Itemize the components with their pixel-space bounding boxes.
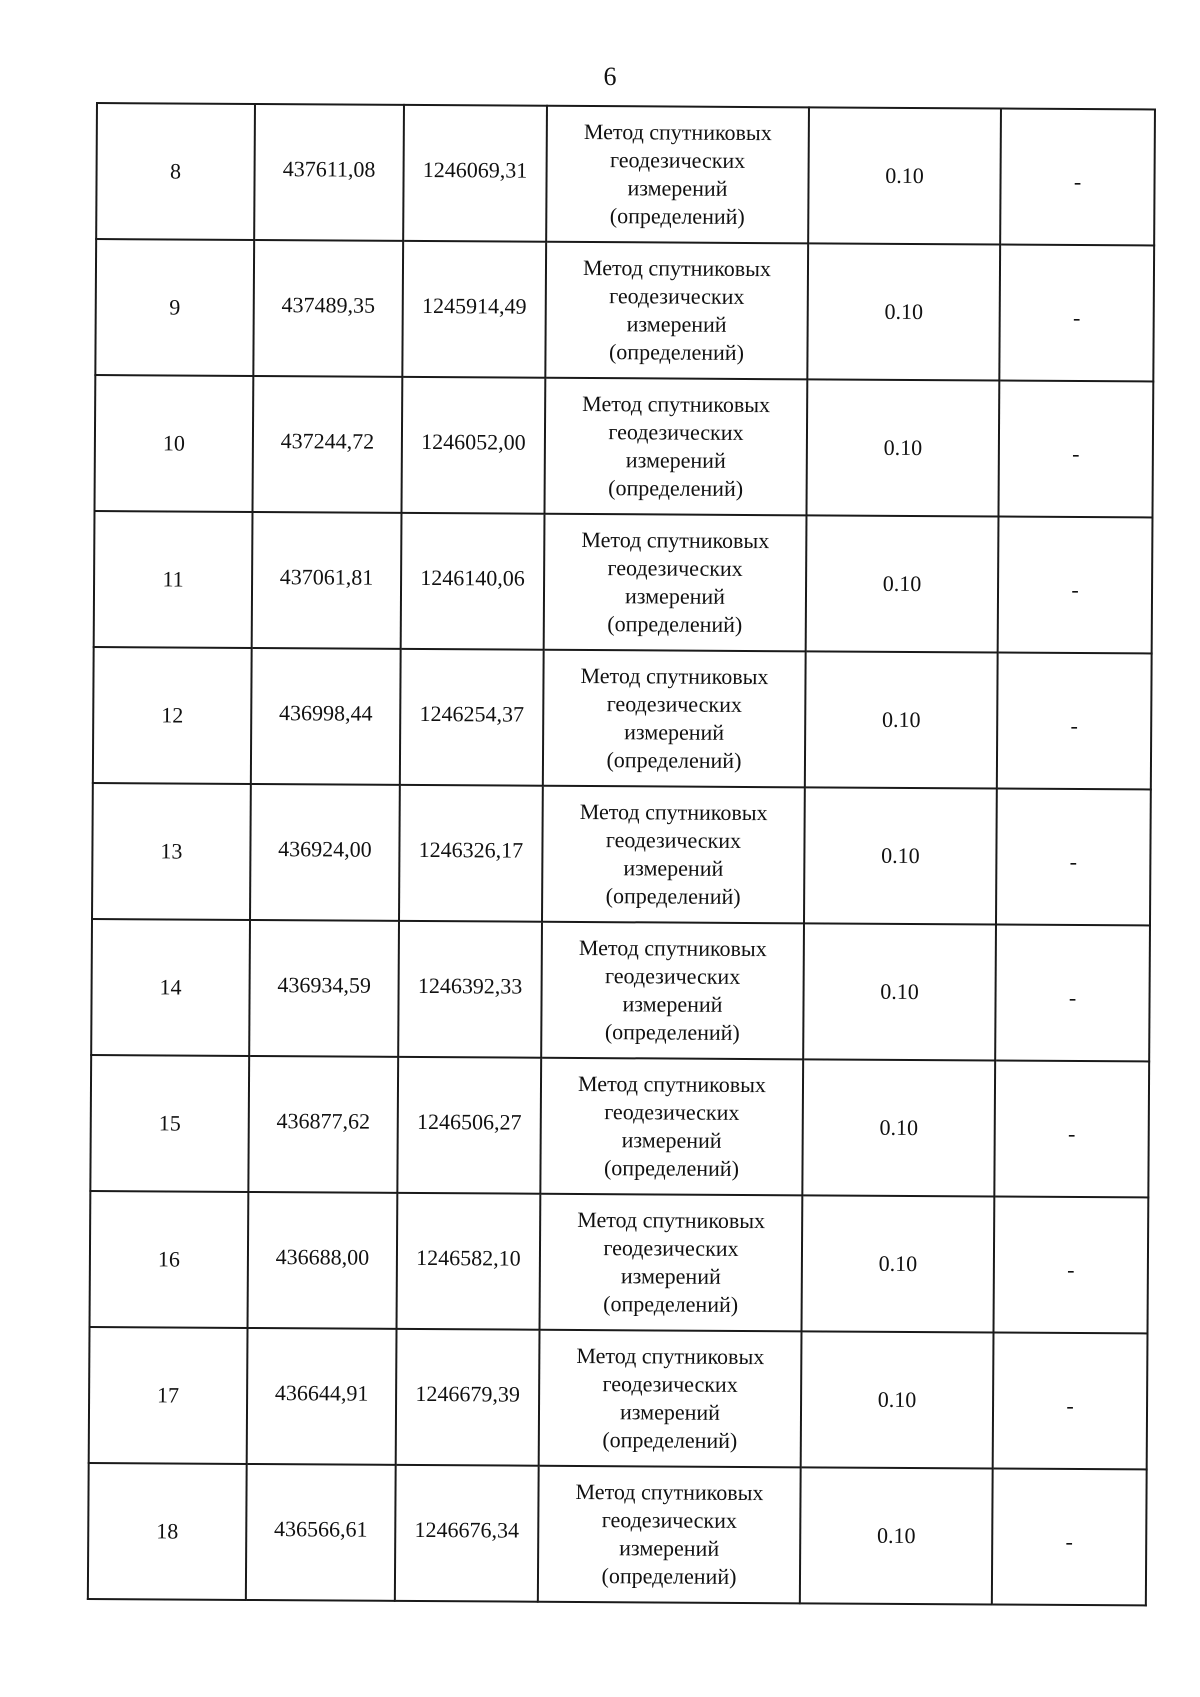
method-line: Метод спутниковых — [582, 390, 771, 418]
table-row — [92, 783, 1151, 925]
y-coordinate-cell: 1246069,31 — [403, 105, 547, 242]
table-row — [89, 1327, 1148, 1469]
method-line: (определений) — [609, 203, 745, 229]
method-line: (определений) — [607, 611, 743, 637]
method-cell — [543, 650, 806, 788]
accuracy-cell: 0.10 — [806, 515, 999, 652]
method-line: измерений — [627, 175, 728, 201]
note-cell: - — [996, 789, 1151, 926]
table-body — [88, 103, 1155, 1605]
accuracy-cell: 0.10 — [802, 1059, 995, 1196]
method-line: геодезических — [606, 691, 742, 717]
method-line: Метод спутниковых — [577, 1070, 767, 1098]
accuracy-cell: 0.10 — [800, 1467, 993, 1604]
y-coordinate-cell: 1246679,39 — [396, 1329, 540, 1466]
point-number-cell: 18 — [88, 1463, 247, 1600]
method-line: измерений — [626, 311, 727, 337]
method-cell — [542, 786, 805, 924]
table-row — [91, 919, 1150, 1061]
y-coordinate-cell: 1246392,33 — [398, 921, 542, 1058]
method-line: Метод спутниковых — [581, 526, 770, 554]
note-cell: - — [993, 1333, 1148, 1470]
y-coordinate-cell: 1246676,34 — [395, 1465, 539, 1602]
point-number-cell: 10 — [95, 375, 254, 512]
table-row — [90, 1191, 1149, 1333]
method-cell — [541, 922, 804, 1060]
method-line: (определений) — [603, 1291, 739, 1317]
method-cell — [546, 106, 809, 244]
method-line: Метод спутниковых — [575, 1478, 764, 1506]
x-coordinate-cell: 437061,81 — [252, 512, 402, 649]
method-line: измерений — [623, 855, 724, 881]
method-line: измерений — [619, 1535, 720, 1561]
method-line: измерений — [621, 1127, 722, 1153]
method-cell — [539, 1330, 802, 1468]
x-coordinate-cell: 437489,35 — [253, 240, 403, 377]
method-line: Метод спутниковых — [576, 1342, 765, 1370]
x-coordinate-cell: 436644,91 — [247, 1328, 397, 1465]
table-row — [95, 375, 1154, 517]
x-coordinate-cell: 437244,72 — [252, 376, 402, 513]
x-coordinate-cell: 436924,00 — [250, 784, 400, 921]
method-line: измерений — [622, 991, 723, 1017]
point-number-cell: 13 — [92, 783, 251, 920]
accuracy-cell: 0.10 — [801, 1331, 994, 1468]
point-number-cell: 11 — [94, 511, 253, 648]
x-coordinate-cell: 436877,62 — [248, 1056, 398, 1193]
y-coordinate-cell: 1246254,37 — [400, 649, 544, 786]
page-number: 6 — [603, 62, 617, 91]
note-cell: - — [998, 517, 1153, 654]
method-cell — [540, 1194, 803, 1332]
y-coordinate-cell: 1245914,49 — [402, 241, 546, 378]
method-line: Метод спутниковых — [580, 662, 769, 690]
method-line: измерений — [625, 447, 726, 473]
x-coordinate-cell: 436998,44 — [251, 648, 401, 785]
table-row — [94, 511, 1153, 653]
method-line: геодезических — [603, 1235, 739, 1261]
method-line: Метод спутниковых — [579, 798, 768, 826]
method-line: (определений) — [608, 339, 745, 365]
method-line: геодезических — [605, 963, 741, 989]
table-row — [90, 1055, 1149, 1197]
method-line: (определений) — [602, 1427, 738, 1453]
method-line: (определений) — [605, 883, 741, 909]
note-cell: - — [995, 925, 1150, 1062]
point-number-cell: 17 — [89, 1327, 248, 1464]
method-line: геодезических — [607, 555, 743, 581]
note-cell: - — [1000, 109, 1155, 246]
accuracy-cell: 0.10 — [808, 107, 1001, 244]
method-line: геодезических — [602, 1371, 738, 1397]
method-line: геодезических — [609, 283, 745, 309]
y-coordinate-cell: 1246506,27 — [397, 1057, 541, 1194]
table-row — [95, 239, 1154, 381]
method-line: измерений — [620, 1263, 721, 1289]
table-row — [93, 647, 1152, 789]
point-number-cell: 16 — [90, 1191, 249, 1328]
table-row — [88, 1463, 1147, 1605]
x-coordinate-cell: 436934,59 — [249, 920, 399, 1057]
method-line: (определений) — [604, 1019, 740, 1045]
method-line: (определений) — [608, 475, 744, 501]
point-number-cell: 8 — [96, 103, 255, 240]
accuracy-cell: 0.10 — [807, 243, 1000, 380]
method-line: геодезических — [601, 1507, 738, 1533]
note-cell: - — [994, 1061, 1149, 1198]
method-line: измерений — [619, 1399, 721, 1425]
method-line: Метод спутниковых — [583, 118, 772, 146]
point-number-cell: 14 — [91, 919, 250, 1056]
method-line: измерений — [624, 719, 725, 745]
method-cell — [538, 1466, 801, 1604]
accuracy-cell: 0.10 — [806, 379, 999, 516]
accuracy-cell: 0.10 — [804, 787, 997, 924]
accuracy-cell: 0.10 — [805, 651, 998, 788]
method-line: Метод спутниковых — [577, 1206, 766, 1234]
method-cell — [544, 378, 807, 516]
point-number-cell: 9 — [95, 239, 254, 376]
y-coordinate-cell: 1246326,17 — [399, 785, 543, 922]
method-cell — [545, 242, 808, 380]
x-coordinate-cell: 436688,00 — [248, 1192, 398, 1329]
y-coordinate-cell: 1246582,10 — [397, 1193, 541, 1330]
method-cell — [540, 1058, 803, 1196]
note-cell: - — [994, 1197, 1149, 1334]
accuracy-cell: 0.10 — [803, 923, 996, 1060]
accuracy-cell: 0.10 — [802, 1195, 995, 1332]
note-cell: - — [998, 381, 1153, 518]
method-line: геодезических — [609, 147, 746, 173]
method-line: геодезических — [604, 1099, 740, 1125]
y-coordinate-cell: 1246140,06 — [401, 513, 545, 650]
table-row — [96, 103, 1155, 245]
point-number-cell: 12 — [93, 647, 252, 784]
method-line: геодезических — [605, 827, 742, 853]
x-coordinate-cell: 436566,61 — [246, 1464, 396, 1601]
x-coordinate-cell: 437611,08 — [254, 104, 404, 241]
note-cell: - — [999, 245, 1154, 382]
note-cell: - — [992, 1469, 1147, 1606]
method-line: (определений) — [603, 1155, 740, 1181]
coordinates-table — [87, 102, 1156, 1606]
y-coordinate-cell: 1246052,00 — [401, 377, 545, 514]
method-line: геодезических — [608, 419, 744, 445]
method-line: измерений — [624, 583, 726, 609]
coordinates-table-container — [87, 102, 1154, 1606]
method-line: Метод спутниковых — [578, 934, 767, 962]
method-line: (определений) — [601, 1563, 737, 1589]
note-cell: - — [997, 653, 1152, 790]
method-cell — [544, 514, 807, 652]
point-number-cell: 15 — [90, 1055, 249, 1192]
method-line: (определений) — [606, 747, 742, 773]
method-line: Метод спутниковых — [582, 254, 771, 282]
